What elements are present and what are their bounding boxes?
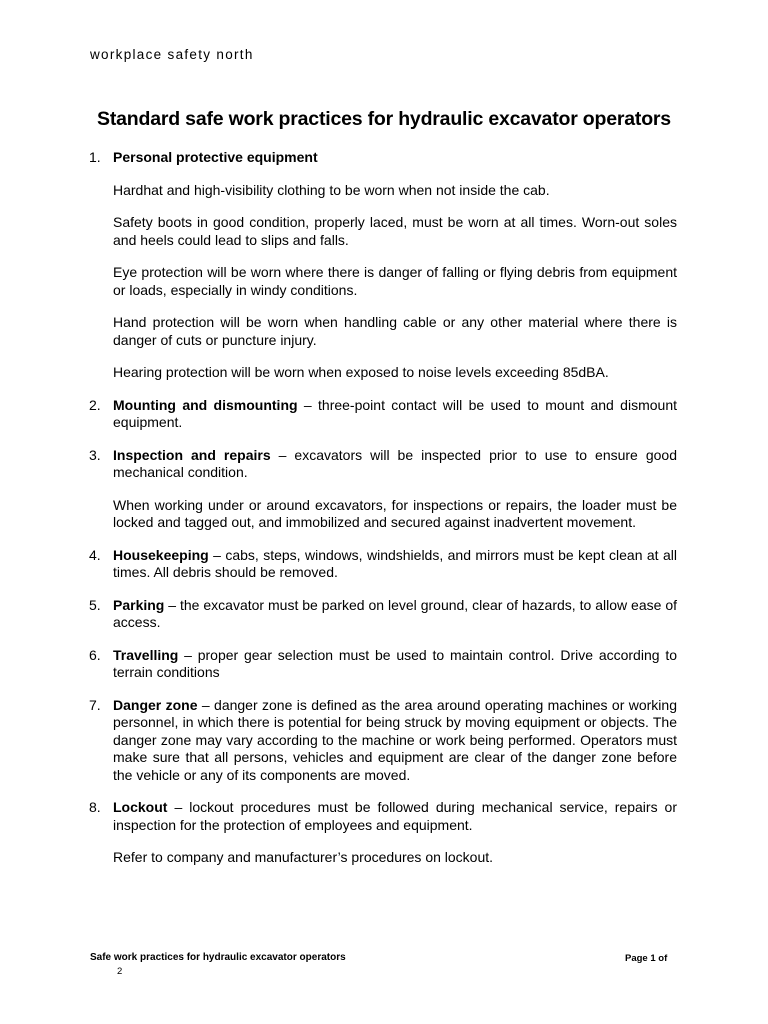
item-paragraph: Hardhat and high-visibility clothing to be worn when not inside the cab.: [113, 181, 550, 198]
list-item: [89, 799, 677, 867]
item-number: 3.: [89, 446, 101, 463]
item-number: 6.: [89, 646, 101, 663]
item-paragraph: Refer to company and manufacturer’s procedures on lockout.: [113, 849, 494, 865]
item-first-paragraph: [113, 647, 677, 682]
item-first-paragraph: [113, 547, 677, 582]
item-lead-text: – proper gear selection must be used to maintain control. Drive according to terrain conditions: [113, 646, 677, 680]
item-number: 8.: [89, 799, 101, 815]
item-first-paragraph: [113, 799, 677, 834]
item-paragraph: Hand protection will be worn when handling cable or any other material where there is danger of cuts or puncture injury.: [113, 314, 677, 348]
list-item: [89, 149, 677, 382]
item-paragraph: Safety boots in good condition, properly laced, must be worn at all times. Worn-out soles and heels could lead to slips and falls.: [113, 214, 677, 248]
item-lead-text: – cabs, steps, windows, windshields, and mirrors must be kept clean at all times. All debris should be removed.: [113, 546, 677, 580]
item-lead-text: – the excavator must be parked on level ground, clear of hazards, to allow ease of access.: [113, 596, 677, 630]
item-first-paragraph: [113, 397, 677, 432]
item-heading: Travelling: [113, 646, 179, 663]
list-item: [89, 447, 677, 532]
item-paragraph: When working under or around excavators, for inspections or repairs, the loader must be locked and tagged out, and immobilized and secured against inadvertent movement.: [113, 496, 677, 530]
item-paragraph: Hearing protection will be worn when exposed to noise levels exceeding 85dBA.: [113, 364, 609, 380]
footer-page-number: Page 1 of: [625, 953, 668, 964]
item-lead-text: – lockout procedures must be followed during mechanical service, repairs or inspection for the protection of employees and equipment.: [113, 799, 677, 833]
item-paragraph: Eye protection will be worn where there is danger of falling or flying debris from equipment or loads, especially in windy conditions.: [113, 264, 677, 298]
list-item: [89, 397, 677, 432]
item-heading: Lockout: [113, 799, 168, 815]
item-number: 1.: [89, 149, 101, 165]
list-item: [89, 597, 677, 632]
item-heading: Parking: [113, 596, 165, 613]
list-item: [89, 697, 677, 785]
item-heading: Housekeeping: [113, 546, 209, 563]
list-item: [89, 647, 677, 682]
footer-page-total: 2: [117, 966, 123, 977]
item-heading: Inspection and repairs: [113, 446, 271, 463]
item-heading: Personal protective equipment: [113, 149, 318, 165]
footer-title: Safe work practices for hydraulic excavator operators: [90, 952, 346, 963]
item-number: 2.: [89, 396, 101, 413]
item-first-paragraph: [113, 149, 677, 167]
organization-name: workplace safety north: [90, 47, 254, 62]
practice-list: [89, 149, 677, 882]
item-lead-text: – danger zone is defined as the area around operating machines or working personnel, in which there is potential for being struck by moving equipment or objects. The danger zone may vary according to the machine or work being performed. Operators must make sure that all persons, vehicles and equipment are clear of the danger zone before the vehicle or any of its components are moved.: [113, 696, 677, 783]
list-item: [89, 547, 677, 582]
item-lead-text: – three-point contact will be used to mount and dismount equipment.: [113, 396, 677, 430]
item-lead-text: – excavators will be inspected prior to use to ensure good mechanical condition.: [113, 446, 677, 480]
item-heading: Danger zone: [113, 696, 198, 713]
item-first-paragraph: [113, 597, 677, 632]
item-heading: Mounting and dismounting: [113, 396, 298, 413]
item-number: 5.: [89, 596, 101, 613]
item-number: 7.: [89, 696, 101, 713]
document-title: Standard safe work practices for hydraulic excavator operators: [97, 108, 671, 130]
item-number: 4.: [89, 546, 101, 563]
item-first-paragraph: [113, 447, 677, 482]
item-first-paragraph: [113, 697, 677, 785]
